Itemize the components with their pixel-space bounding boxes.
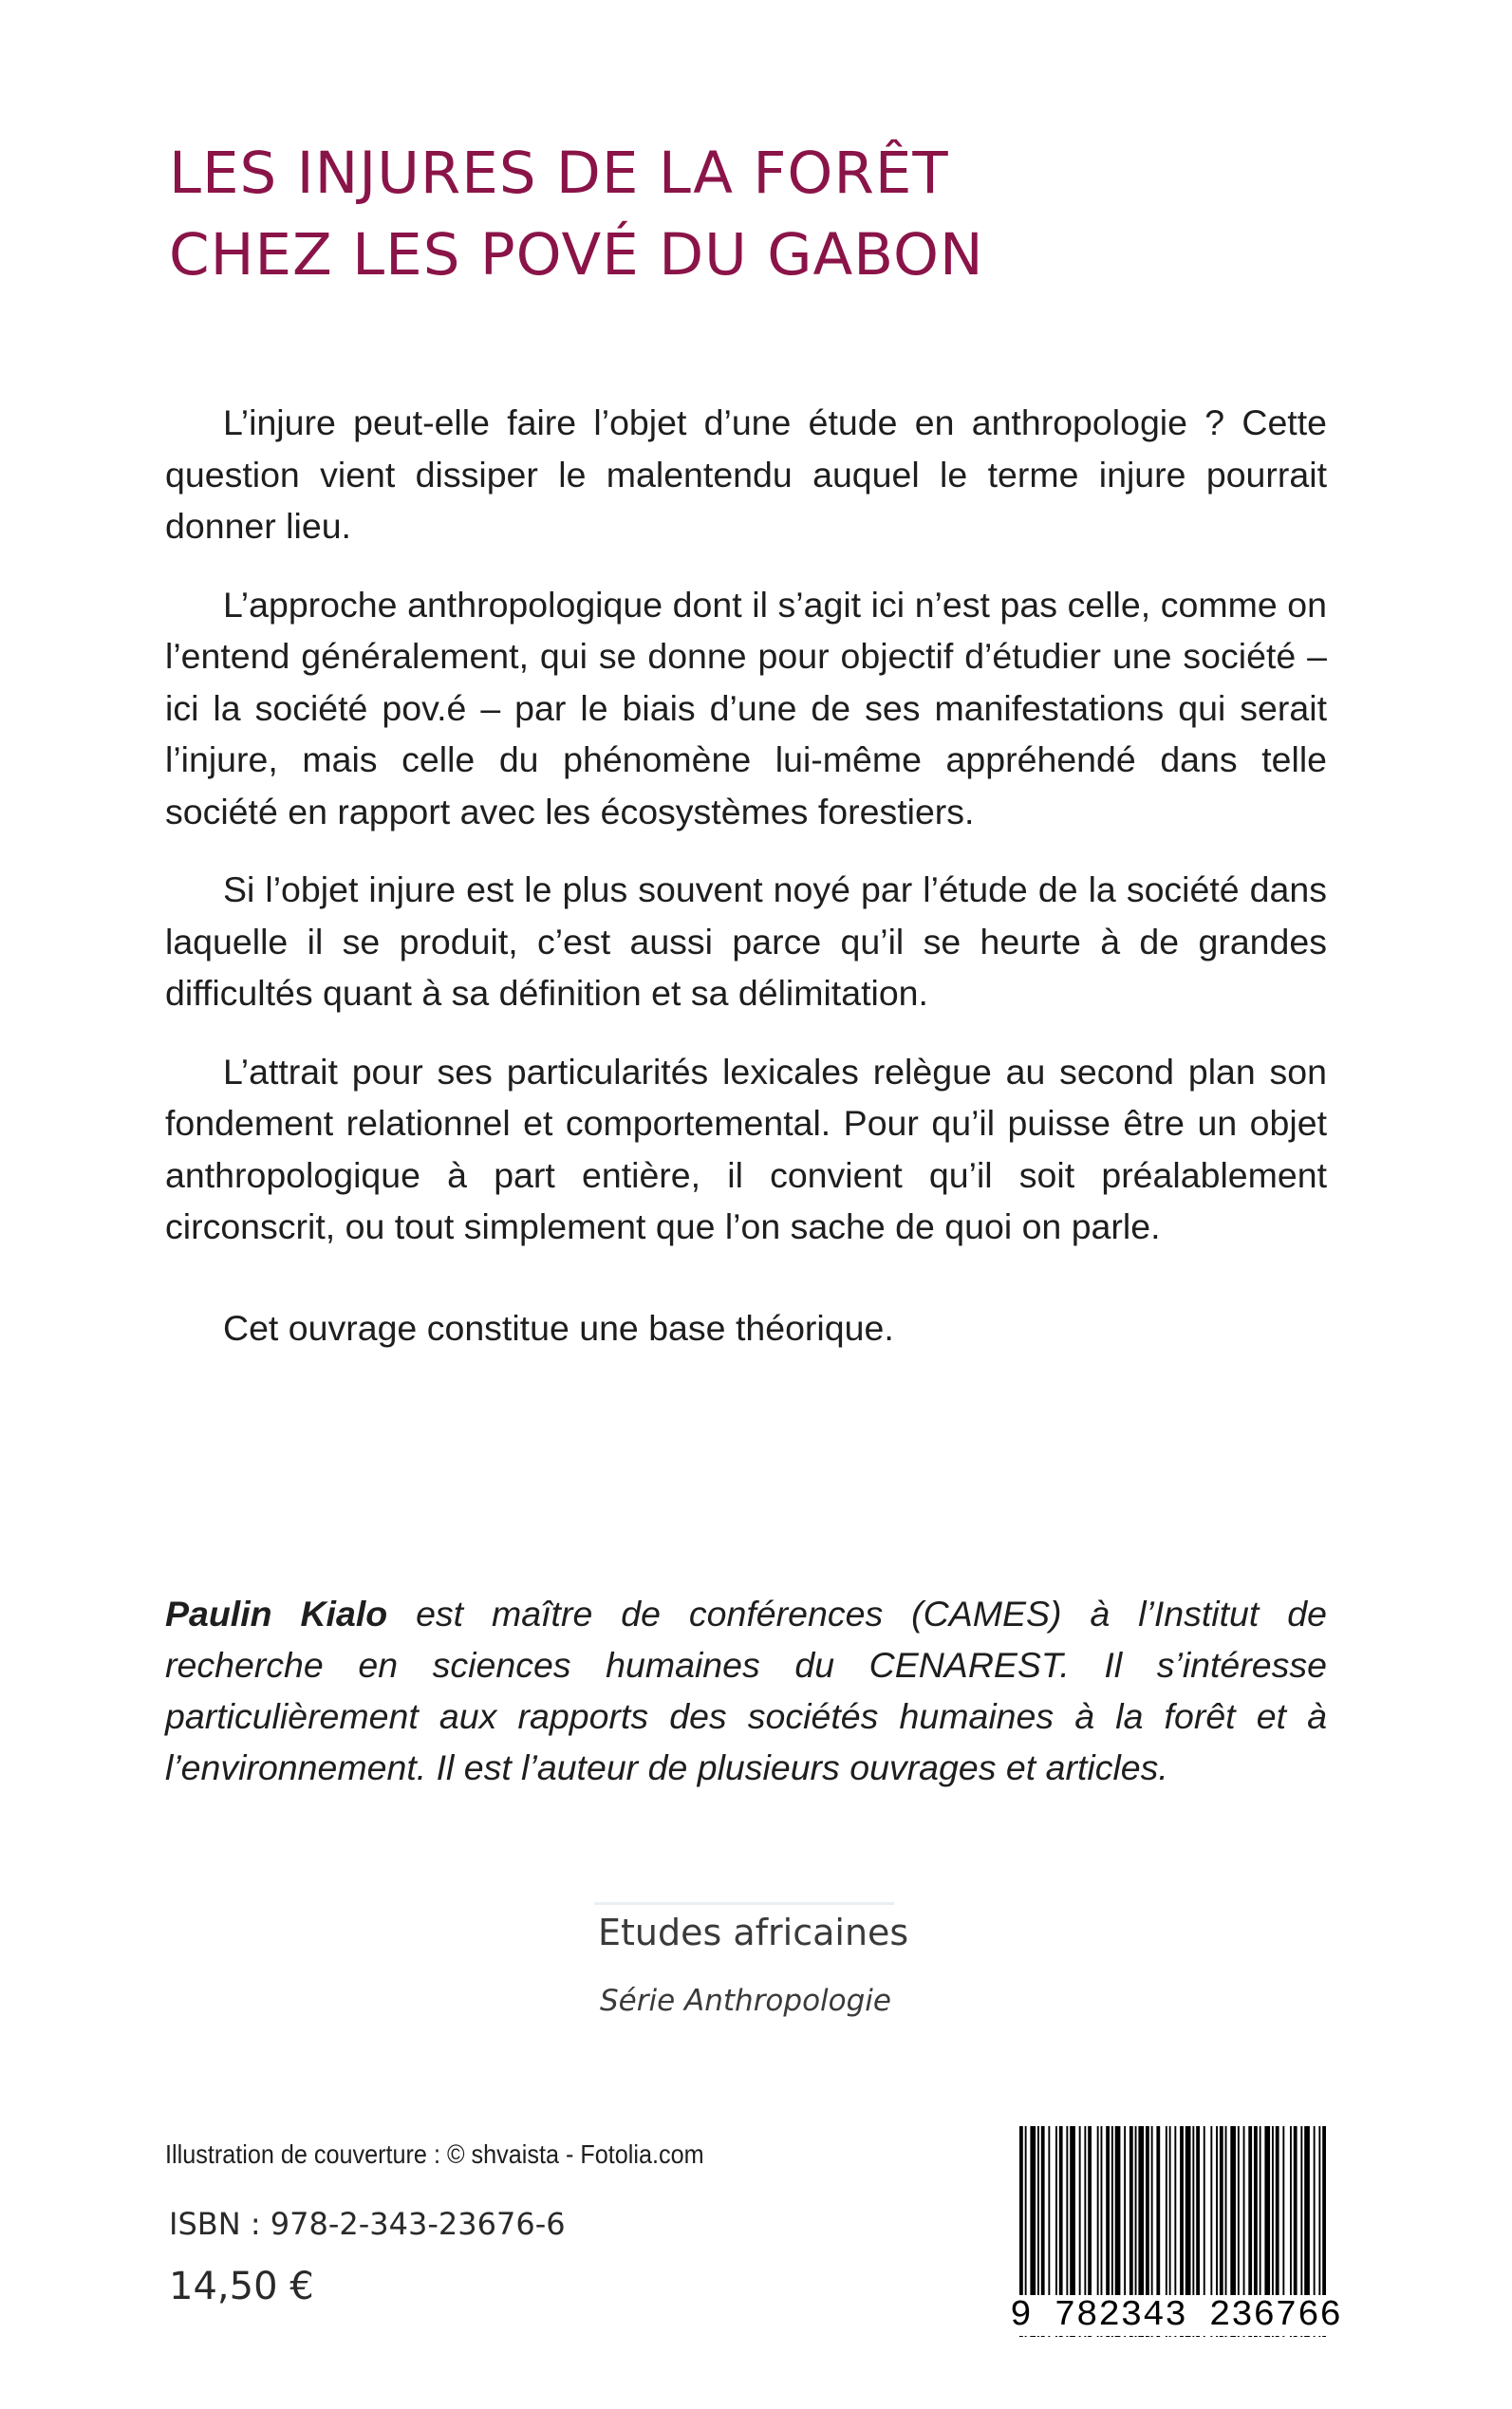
blurb-paragraph-1: L’injure peut-elle faire l’objet d’une étude en anthropologie ? Cette question vient dissiper le malentendu auquel le terme injure pourrait donner lieu. [165, 402, 1327, 546]
blurb-paragraph-2: L’approche anthropologique dont il s’agit ici n’est pas celle, comme on l’entend généralement, qui se donne pour objectif d’étudier une société – ici la société pov.é – par le biais d’une de ses manifestations qui serait l’injure, mais celle du phénomène lui-même appréhendé dans telle société en rapport avec les écosystèmes forestiers. [165, 584, 1327, 831]
author-bio-text: est maître de conférences (CAMES) à l’Institut de recherche en sciences humaines du CENAREST. Il s’intéresse particulièrement aux rapports des sociétés humaines à la forêt et à l’environnement. Il est l’auteur de plusieurs ouvrages et articles. [165, 1594, 1327, 1787]
barcode-digits: 9 782343 236766 [1010, 2295, 1342, 2336]
author-bio [165, 1588, 1327, 1793]
series-name: Série Anthropologie [600, 1984, 891, 2018]
title-line-2: CHEZ LES POVÉ DU GABON [169, 221, 984, 289]
illustration-credit: Illustration de couverture : © shvaista - Fotolia.com [165, 2139, 704, 2169]
blurb-paragraph-4: L’attrait pour ses particularités lexicales relègue au second plan son fondement relationnel et comportemental. Pour qu’il puisse être un objet anthropologique à part entière, il convient qu’il soit préalablement circonscrit, ou tout simplement que l’on sache de quoi on parle. [165, 1051, 1327, 1246]
back-cover-blurb [165, 397, 1327, 1380]
title-line-1: LES INJURES DE LA FORÊT [169, 140, 949, 207]
isbn: ISBN : 978-2-343-23676-6 [169, 2206, 566, 2242]
price: 14,50 € [169, 2265, 314, 2308]
author-name: Paulin Kialo [165, 1594, 388, 1634]
collection-divider [594, 1902, 894, 1905]
blurb-paragraph-3: Si l’objet injure est le plus souvent noyé par l’étude de la société dans laquelle il se produit, c’est aussi parce qu’il se heurte à de grandes difficultés quant à sa définition et sa délimitation. [165, 869, 1327, 1013]
blurb-paragraph-5: Cet ouvrage constitue une base théorique. [223, 1307, 894, 1348]
collection-name: Etudes africaines [598, 1912, 909, 1953]
book-title [169, 133, 1384, 296]
